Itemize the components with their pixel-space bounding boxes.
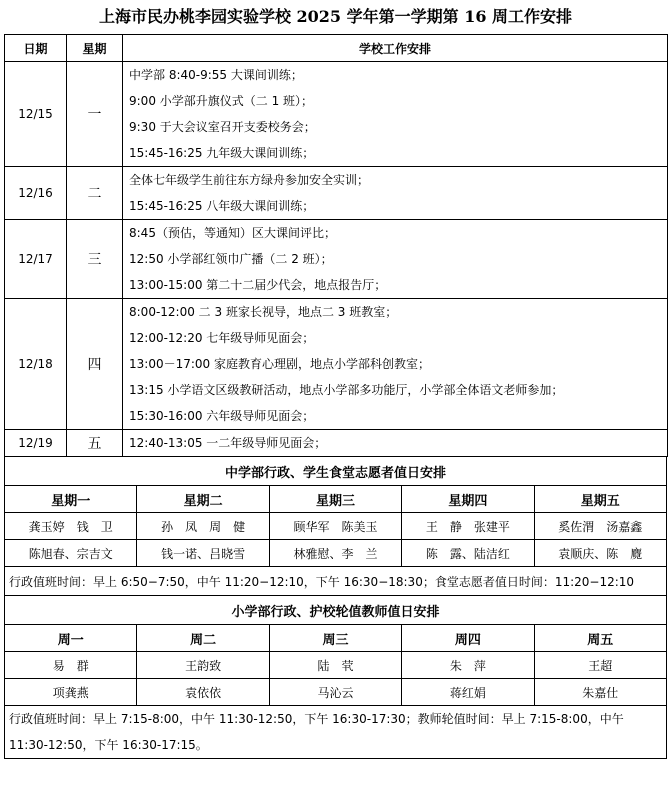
duty-name: 张建平	[473, 519, 510, 534]
day-item: 13:15 小学语文区级教研活动，地点小学部多功能厅，小学部全体语文老师参加；	[129, 383, 564, 397]
duty-cell	[269, 513, 401, 540]
weekday-header: 星期	[67, 35, 123, 62]
duty-name: 陈美玉	[341, 519, 378, 534]
duty-cell: 朱 萍	[402, 652, 534, 679]
duty-cell: 钱一诺、吕晓雪	[137, 540, 269, 567]
duty-name: 钱 卫	[76, 519, 113, 534]
duty-cell: 王超	[534, 652, 666, 679]
duty-cell: 项龚燕	[5, 679, 137, 706]
duty-name: 王 静	[425, 519, 462, 534]
duty-name: 顾华军	[293, 519, 330, 534]
day-row	[5, 299, 668, 430]
duty-name: 龚玉婷	[28, 519, 65, 534]
schedule-header-row	[5, 35, 668, 62]
primary-duty-header-row	[5, 625, 667, 652]
day-weekday: 五	[67, 430, 123, 457]
duty-cell	[137, 513, 269, 540]
middle-duty-header-row	[5, 486, 667, 513]
day-row	[5, 430, 668, 457]
day-row	[5, 220, 668, 299]
duty-name: 汤嘉鑫	[606, 519, 643, 534]
primary-weekday-header: 周二	[137, 625, 269, 652]
day-item: 12:50 小学部红领巾广播（二 2 班）；	[129, 252, 333, 266]
day-items	[123, 430, 668, 457]
day-weekday: 三	[67, 220, 123, 299]
day-item: 12:00-12:20 七年级导师见面会；	[129, 331, 315, 345]
page-title: 上海市民办桃李园实验学校 2025 学年第一学期第 16 周工作安排	[98, 7, 573, 26]
day-item: 15:45-16:25 九年级大课间训练；	[129, 146, 315, 160]
duty-cell: 陆 茕	[269, 652, 401, 679]
duty-cell: 陈旭春、宗吉文	[5, 540, 137, 567]
day-date: 12/17	[5, 220, 67, 299]
primary-duty-row	[5, 652, 667, 679]
day-date: 12/16	[5, 167, 67, 220]
duty-name: 周 健	[209, 519, 246, 534]
middle-weekday-header: 星期四	[402, 486, 534, 513]
day-weekday: 四	[67, 299, 123, 430]
middle-weekday-header: 星期五	[534, 486, 666, 513]
day-item: 8:45（预估，等通知）区大课间评比；	[129, 226, 336, 240]
duty-cell: 蒋红娟	[402, 679, 534, 706]
day-item: 9:30 于大会议室召开支委校务会；	[129, 120, 316, 134]
day-row	[5, 62, 668, 167]
day-date: 12/19	[5, 430, 67, 457]
duty-name: 奚佐渭	[558, 519, 595, 534]
day-items	[123, 299, 668, 430]
day-items	[123, 62, 668, 167]
day-item: 15:30-16:00 六年级导师见面会；	[129, 409, 315, 423]
middle-duty-title: 中学部行政、学生食堂志愿者值日安排	[5, 457, 667, 486]
primary-weekday-header: 周一	[5, 625, 137, 652]
day-date: 12/18	[5, 299, 67, 430]
duty-cell: 马沁云	[269, 679, 401, 706]
duty-cell: 陈 露、陆洁红	[402, 540, 534, 567]
date-header: 日期	[5, 35, 67, 62]
primary-duty-note: 行政值班时间：早上 7:15-8:00，中午 11:30-12:50，下午 16:30-17:30；教师轮值时间：早上 7:15-8:00，中午 11:30-12:50，下午 16:30-17:15。	[5, 706, 667, 759]
work-header: 学校工作安排	[123, 35, 668, 62]
middle-weekday-header: 星期二	[137, 486, 269, 513]
day-item: 13:00-15:00 第二十二届少代会，地点报告厅；	[129, 278, 387, 292]
primary-weekday-header: 周四	[402, 625, 534, 652]
primary-duty-title: 小学部行政、护校轮值教师值日安排	[5, 596, 667, 625]
duty-cell: 王韵致	[137, 652, 269, 679]
duty-name: 孙 凤	[161, 519, 198, 534]
day-item: 8:00-12:00 二 3 班家长视导，地点二 3 班教室；	[129, 305, 398, 319]
day-item: 全体七年级学生前往东方绿舟参加安全实训；	[129, 173, 370, 187]
middle-duty-note: 行政值班时间：早上 6:50−7:50，中午 11:20−12:10，下午 16:30−18:30；食堂志愿者值日时间：11:20−12:10	[5, 567, 667, 596]
day-item: 12:40-13:05 一二年级导师见面会；	[129, 436, 327, 450]
day-items	[123, 220, 668, 299]
day-items	[123, 167, 668, 220]
day-weekday: 二	[67, 167, 123, 220]
middle-duty-row	[5, 513, 667, 540]
middle-weekday-header: 星期一	[5, 486, 137, 513]
primary-weekday-header: 周三	[269, 625, 401, 652]
duty-cell: 袁顺庆、陈 麑	[534, 540, 666, 567]
duty-cell	[5, 513, 137, 540]
day-row	[5, 167, 668, 220]
middle-weekday-header: 星期三	[269, 486, 401, 513]
primary-duty-row	[5, 679, 667, 706]
day-weekday: 一	[67, 62, 123, 167]
day-item: 15:45-16:25 八年级大课间训练；	[129, 199, 315, 213]
middle-duty-table	[4, 457, 667, 759]
day-item: 9:00 小学部升旗仪式（二 1 班）；	[129, 94, 314, 108]
day-item: 13:00－17:00 家庭教育心理剧，地点小学部科创教室；	[129, 357, 430, 371]
duty-cell: 林雅慰、李 兰	[269, 540, 401, 567]
middle-duty-row	[5, 540, 667, 567]
day-item: 中学部 8:40-9:55 大课间训练；	[129, 68, 303, 82]
duty-cell	[402, 513, 534, 540]
primary-weekday-header: 周五	[534, 625, 666, 652]
duty-cell: 朱嘉仕	[534, 679, 666, 706]
duty-cell	[534, 513, 666, 540]
duty-cell: 易 群	[5, 652, 137, 679]
schedule-table	[4, 34, 668, 457]
day-date: 12/15	[5, 62, 67, 167]
duty-cell: 袁依依	[137, 679, 269, 706]
